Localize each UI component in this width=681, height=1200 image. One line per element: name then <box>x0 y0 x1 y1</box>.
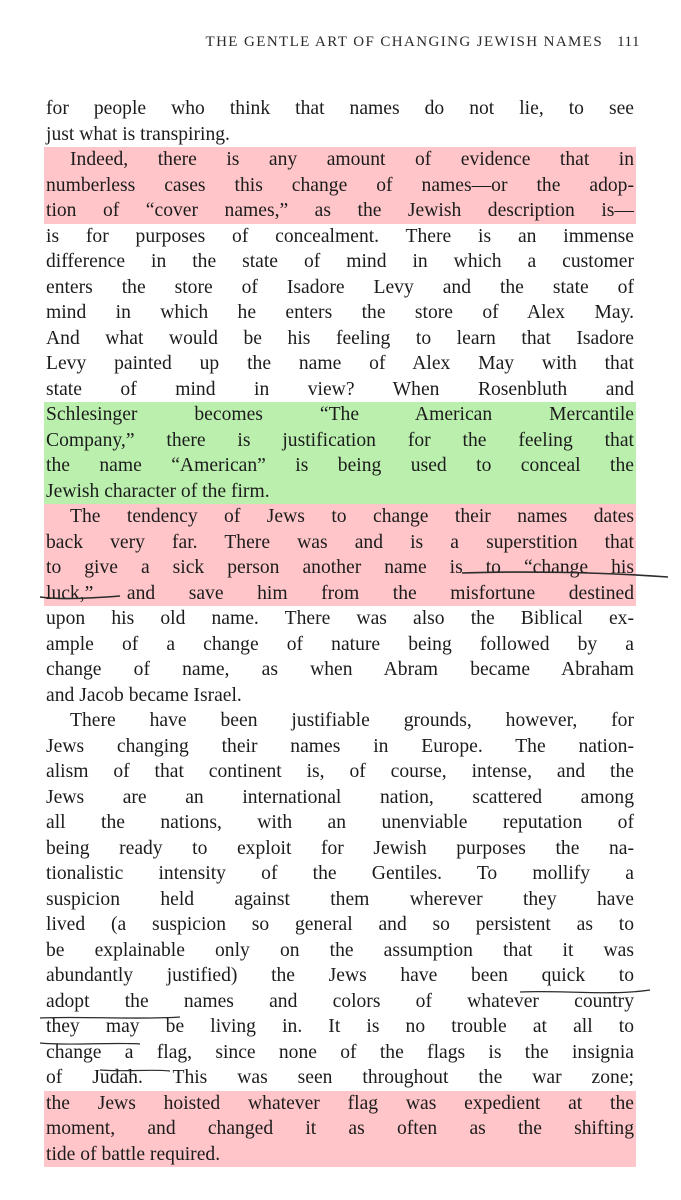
text-line: lived (a suspicion so general and so persistent as to <box>46 914 634 935</box>
highlighted-line-red: tion of “cover names,” as the Jewish description is— <box>44 198 636 224</box>
text-line: change of name, as when Abram became Abraham <box>46 659 634 680</box>
body-text <box>44 96 636 1167</box>
highlighted-line-red: moment, and changed it as often as the shifting <box>44 1116 636 1142</box>
highlighted-line-green: Schlesinger becomes “The American Mercantile <box>44 402 636 428</box>
highlighted-line-red: numberless cases this change of names—or the adop- <box>44 173 636 199</box>
highlighted-line-green: Company,” there is justification for the feeling that <box>44 428 636 454</box>
text-line: is for purposes of concealment. There is an immense <box>46 225 634 247</box>
highlighted-line-red: back very far. There was and is a superstition that <box>44 530 636 556</box>
text-line: tionalistic intensity of the Gentiles. To mollify a <box>46 863 634 884</box>
text-line: ample of a change of nature being followed by a <box>46 633 634 655</box>
text-line: all the nations, with an unenviable reputation of <box>46 812 634 833</box>
text-line: There have been justifiable grounds, however, for <box>70 710 634 731</box>
text-line: for people who think that names do not lie, to see <box>46 98 634 119</box>
text-line: change a flag, since none of the flags is the insignia <box>46 1041 634 1063</box>
text-line: And what would be his feeling to learn that Isadore <box>46 327 634 349</box>
text-line: Jews are an international nation, scattered among <box>46 786 634 808</box>
text-line: suspicion held against them wherever they have <box>46 888 634 910</box>
highlighted-line-red: The tendency of Jews to change their names dates <box>44 504 636 530</box>
running-title: THE GENTLE ART OF CHANGING JEWISH NAMES <box>205 34 604 50</box>
highlighted-line-red: luck,” and save him from the misfortune destined <box>44 581 636 607</box>
text-line: just what is transpiring. <box>46 123 230 145</box>
text-line: mind in which he enters the store of Alex May. <box>46 302 634 323</box>
text-line: they may be living in. It is no trouble at all to <box>46 1016 634 1037</box>
text-line: be explainable only on the assumption that it was <box>46 939 634 961</box>
text-line: abundantly justified) the Jews have been quick to <box>46 965 634 986</box>
text-line: and Jacob became Israel. <box>46 684 242 706</box>
highlighted-line-red: tide of battle required. <box>44 1142 636 1168</box>
highlighted-line-red: the Jews hoisted whatever flag was expedient at the <box>44 1091 636 1117</box>
text-line: Jews changing their names in Europe. The nation- <box>46 735 634 757</box>
text-line: Levy painted up the name of Alex May with that <box>46 353 634 374</box>
text-line: being ready to exploit for Jewish purposes the na- <box>46 837 634 859</box>
text-line: difference in the state of mind in which a customer <box>46 251 634 272</box>
highlighted-line-green: Jewish character of the firm. <box>44 479 636 505</box>
highlighted-line-red: Indeed, there is any amount of evidence that in <box>44 147 636 173</box>
text-line: adopt the names and colors of whatever country <box>46 990 634 1012</box>
text-line: of Judah. This was seen throughout the war zone; <box>46 1067 634 1088</box>
highlighted-line-green: the name “American” is being used to conceal the <box>44 453 636 479</box>
highlighted-line-red: to give a sick person another name is to “change his <box>44 555 636 581</box>
page-number: 111 <box>617 34 640 50</box>
text-line: enters the store of Isadore Levy and the state of <box>46 276 634 298</box>
running-header <box>0 34 640 51</box>
text-line: state of mind in view? When Rosenbluth and <box>46 378 634 400</box>
text-line: alism of that continent is, of course, intense, and the <box>46 761 634 782</box>
text-line: upon his old name. There was also the Biblical ex- <box>46 608 634 629</box>
